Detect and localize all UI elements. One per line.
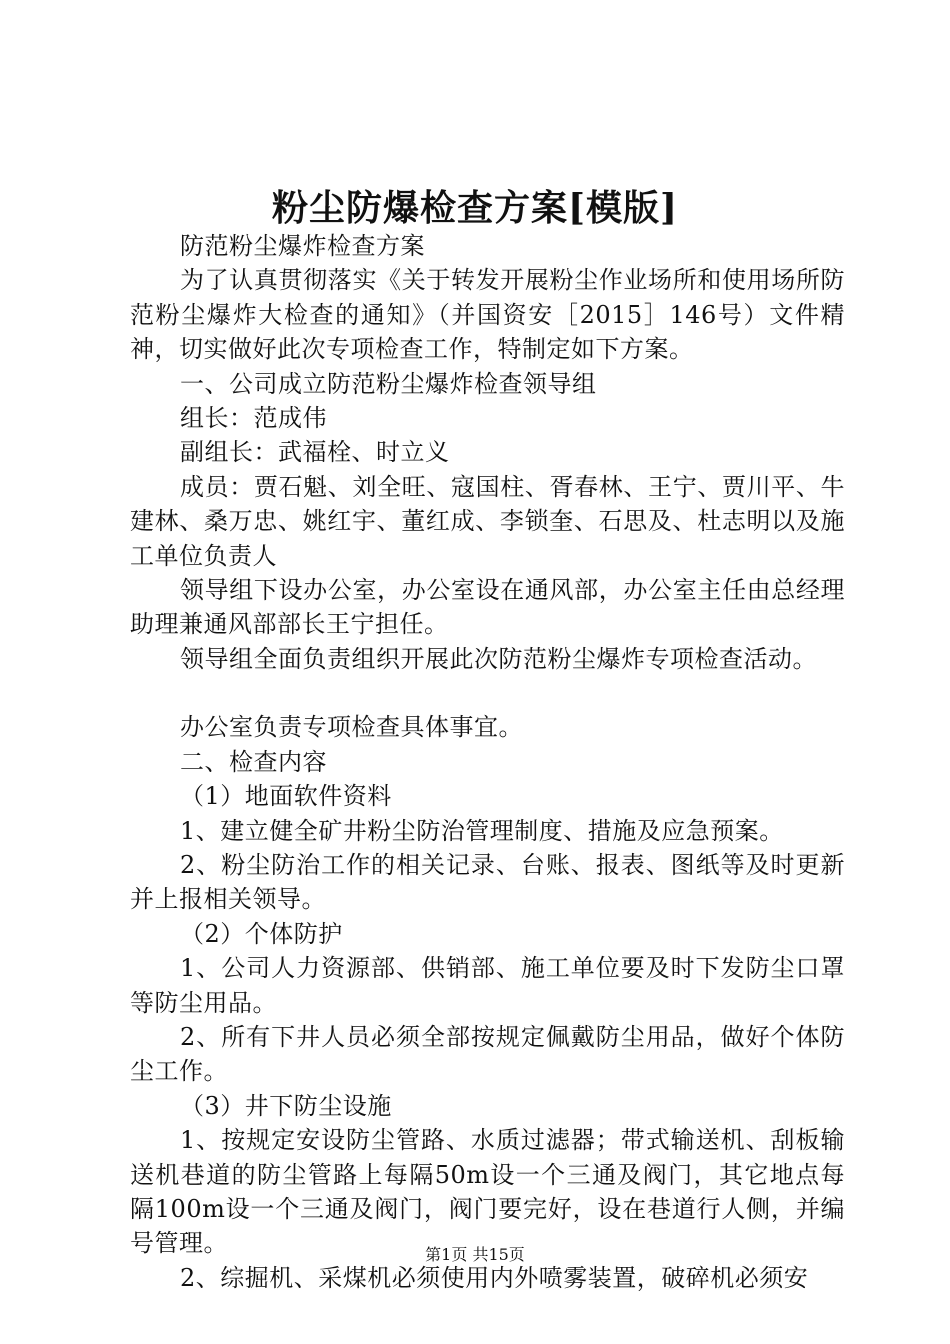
paragraph: 2、综掘机、采煤机必须使用内外喷雾装置，破碎机必须安 <box>180 1263 809 1292</box>
paragraph: 领导组全面负责组织开展此次防范粉尘爆炸专项检查活动。 <box>180 644 817 673</box>
paragraph: 副组长：武福栓、时立义 <box>180 438 450 467</box>
paragraph: 2、粉尘防治工作的相关记录、台账、报表、图纸等及时更新并上报相关领导。 <box>130 850 845 914</box>
paragraph: 领导组下设办公室，办公室设在通风部，办公室主任由总经理助理兼通风部部长王宁担任。 <box>130 576 845 639</box>
paragraph: 防范粉尘爆炸检查方案 <box>180 232 425 260</box>
paragraph: 1、公司人力资源部、供销部、施工单位要及时下发防尘口罩等防尘用品。 <box>130 954 845 1017</box>
paragraph: 1、建立健全矿井粉尘防治管理制度、措施及应急预案。 <box>180 816 784 845</box>
paragraph: 办公室负责专项检查具体事宜。 <box>180 713 523 742</box>
page-number-footer: 第1页 共15页 <box>425 1245 525 1264</box>
subsection-heading: （1）地面软件资料 <box>180 782 392 811</box>
subsection-heading: （3）井下防尘设施 <box>180 1091 392 1120</box>
section-heading: 一、公司成立防范粉尘爆炸检查领导组 <box>180 369 597 398</box>
document-body <box>130 229 845 1295</box>
subsection-heading: （2）个体防护 <box>180 919 343 948</box>
paragraph: 为了认真贯彻落实《关于转发开展粉尘作业场所和使用场所防范粉尘爆炸大检查的通知》（并国资安［2015］146号）文件精神，切实做好此次专项检查工作，特制定如下方案。 <box>130 266 845 364</box>
paragraph: 2、所有下井人员必须全部按规定佩戴防尘用品，做好个体防尘工作。 <box>130 1022 845 1086</box>
section-heading: 二、检查内容 <box>180 747 327 776</box>
paragraph: 1、按规定安设防尘管路、水质过滤器；带式输送机、刮板输送机巷道的防尘管路上每隔50m设一个三通及阀门，其它地点每隔100m设一个三通及阀门，阀门要完好，设在巷道行人侧，并编号管理。 <box>130 1126 845 1258</box>
document-title: 粉尘防爆检查方案[模版] <box>271 187 679 229</box>
paragraph: 成员：贾石魁、刘全旺、寇国柱、胥春林、王宁、贾川平、牛建林、桑万忠、姚红宇、董红成、李锁奎、石思及、杜志明以及施工单位负责人 <box>130 472 845 570</box>
paragraph: 组长：范成伟 <box>180 404 327 433</box>
